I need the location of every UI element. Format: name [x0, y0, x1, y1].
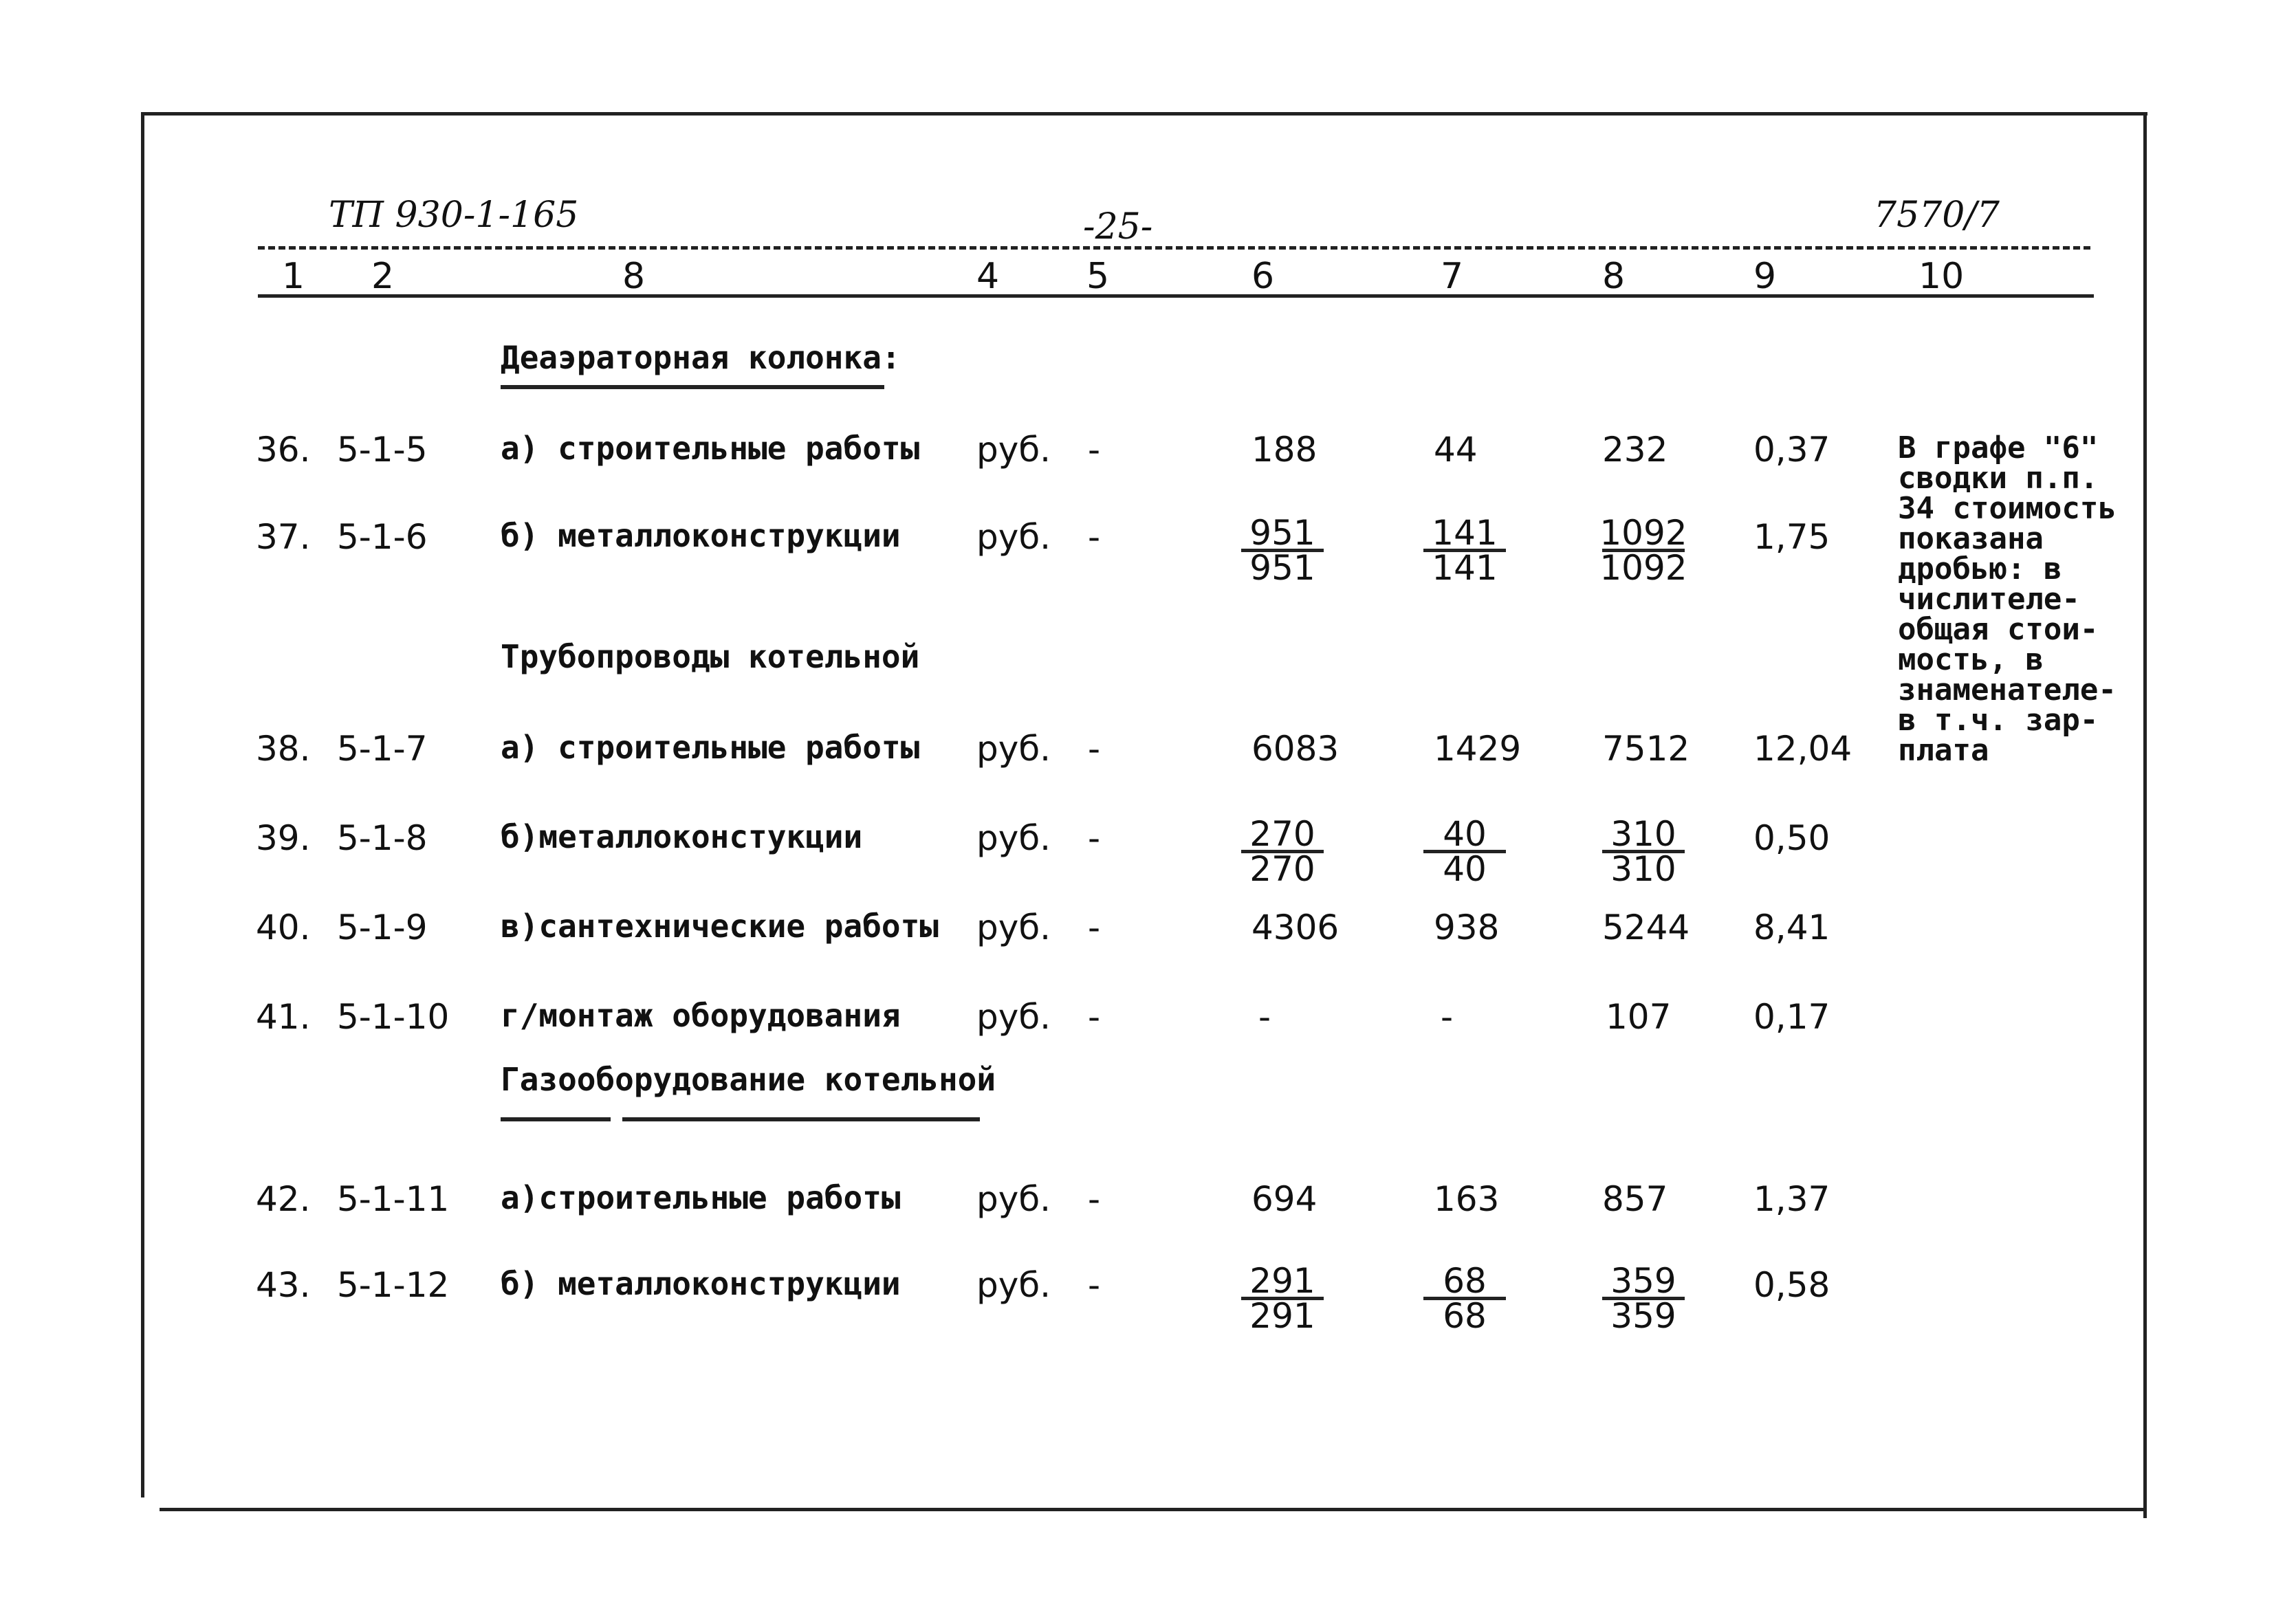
row-col9: 1,37 — [1753, 1179, 1830, 1219]
row-col7-fraction — [1396, 513, 1533, 588]
row-col5: - — [1088, 430, 1101, 470]
row-description: а)строительные работы — [501, 1179, 901, 1216]
row-code: 5-1-10 — [337, 997, 450, 1037]
row-col6-fraction — [1214, 1261, 1351, 1336]
row-unit: руб. — [976, 1179, 1051, 1219]
row-col7: - — [1441, 997, 1454, 1037]
note-line: в т.ч. зар- — [1898, 703, 2099, 738]
row-col9: 0,37 — [1753, 430, 1830, 470]
row-description: б) металлоконструкции — [501, 517, 901, 554]
row-number: 39. — [256, 818, 311, 858]
row-col5: - — [1088, 517, 1101, 557]
row-unit: руб. — [976, 997, 1051, 1037]
col-7-label: 7 — [1441, 256, 1464, 297]
fraction-numerator: 270 — [1249, 814, 1315, 854]
row-code: 5-1-6 — [337, 517, 428, 557]
col-4-label: 4 — [976, 256, 1000, 297]
fraction-denominator: 40 — [1443, 849, 1487, 889]
fraction-denominator: 68 — [1443, 1296, 1487, 1336]
row-unit: руб. — [976, 517, 1051, 557]
note-line: В графе "6" — [1898, 430, 2099, 465]
row-code: 5-1-7 — [337, 729, 428, 769]
row-description: г/монтаж оборудования — [501, 997, 901, 1034]
note-line: показана — [1898, 521, 2044, 556]
row-number: 36. — [256, 430, 311, 470]
row-description: а) строительные работы — [501, 430, 920, 467]
col-3-label: 8 — [622, 256, 646, 297]
row-col6: 694 — [1251, 1179, 1318, 1219]
row-code: 5-1-11 — [337, 1179, 450, 1219]
row-unit: руб. — [976, 908, 1051, 947]
row-col8: 5244 — [1602, 908, 1690, 947]
frame-right-border — [2143, 112, 2147, 1518]
row-unit: руб. — [976, 729, 1051, 769]
row-col6-fraction — [1214, 513, 1351, 588]
col-8-label: 8 — [1602, 256, 1626, 297]
row-number: 42. — [256, 1179, 311, 1219]
sheet-number: 7570/7 — [1874, 195, 2000, 236]
row-number: 43. — [256, 1265, 311, 1305]
frame-top-border — [141, 112, 2147, 116]
section-title: Трубопроводы котельной — [501, 638, 920, 675]
fraction-numerator: 1092 — [1599, 513, 1687, 553]
row-col9: 0,50 — [1753, 818, 1830, 858]
section-title: Деаэраторная колонка: — [501, 339, 901, 376]
section-underline — [501, 385, 884, 389]
row-code: 5-1-12 — [337, 1265, 450, 1305]
fraction-denominator: 951 — [1249, 548, 1315, 588]
row-col8: 232 — [1602, 430, 1668, 470]
row-col5: - — [1088, 997, 1101, 1037]
row-col7: 163 — [1434, 1179, 1500, 1219]
row-col5: - — [1088, 729, 1101, 769]
row-col7-fraction — [1396, 814, 1533, 889]
row-unit: руб. — [976, 1265, 1051, 1305]
row-col7: 44 — [1434, 430, 1478, 470]
row-col5: - — [1088, 908, 1101, 947]
row-col8: 107 — [1606, 997, 1672, 1037]
row-col5: - — [1088, 1179, 1101, 1219]
row-code: 5-1-8 — [337, 818, 428, 858]
row-description: а) строительные работы — [501, 729, 920, 766]
note-line: общая стои- — [1898, 612, 2099, 647]
note-line: числителе- — [1898, 582, 2080, 617]
row-col8: 857 — [1602, 1179, 1668, 1219]
row-col9: 1,75 — [1753, 517, 1830, 557]
fraction-denominator: 141 — [1432, 548, 1498, 588]
frame-left-border — [141, 112, 144, 1497]
fraction-denominator: 1092 — [1599, 548, 1687, 588]
row-col5: - — [1088, 818, 1101, 858]
section-title: Газооборудование котельной — [501, 1061, 996, 1098]
col-5-label: 5 — [1086, 256, 1110, 297]
row-col7: 938 — [1434, 908, 1500, 947]
fraction-numerator: 141 — [1432, 513, 1498, 553]
row-col9: 0,58 — [1753, 1265, 1830, 1305]
row-col7: 1429 — [1434, 729, 1522, 769]
frame-bottom-border — [160, 1508, 2147, 1511]
doc-code: ТП 930-1-165 — [329, 195, 579, 236]
row-number: 37. — [256, 517, 311, 557]
col-6-label: 6 — [1251, 256, 1275, 297]
row-col7-fraction — [1396, 1261, 1533, 1336]
fraction-denominator: 270 — [1249, 849, 1315, 889]
section-underline — [501, 1117, 611, 1121]
fraction-numerator: 310 — [1610, 814, 1676, 854]
fraction-denominator: 291 — [1249, 1296, 1315, 1336]
row-col8-fraction — [1575, 513, 1712, 588]
fraction-numerator: 359 — [1610, 1261, 1676, 1301]
note-line: дробью: в — [1898, 551, 2062, 586]
row-col5: - — [1088, 1265, 1101, 1305]
row-col6: 6083 — [1251, 729, 1340, 769]
row-code: 5-1-5 — [337, 430, 428, 470]
row-description: б)металлоконстукции — [501, 818, 863, 855]
col-1-label: 1 — [282, 256, 305, 297]
row-description: б) металлоконструкции — [501, 1265, 901, 1302]
fraction-numerator: 951 — [1249, 513, 1315, 553]
col-9-label: 9 — [1753, 256, 1777, 297]
header-solid-rule — [258, 294, 2094, 298]
row-col8-fraction — [1575, 814, 1712, 889]
section-underline — [622, 1117, 980, 1121]
page-number: -25- — [1083, 206, 1153, 248]
fraction-numerator: 40 — [1443, 814, 1487, 854]
note-line: плата — [1898, 733, 1989, 768]
row-col6: 188 — [1251, 430, 1318, 470]
row-number: 41. — [256, 997, 311, 1037]
col-2-label: 2 — [371, 256, 395, 297]
row-col9: 12,04 — [1753, 729, 1852, 769]
note-line: знаменателе- — [1898, 672, 2117, 707]
fraction-denominator: 359 — [1610, 1296, 1676, 1336]
note-line: сводки п.п. — [1898, 461, 2099, 496]
row-col6: - — [1258, 997, 1271, 1037]
row-col6: 4306 — [1251, 908, 1340, 947]
col-10-label: 10 — [1918, 256, 1965, 297]
row-description: в)сантехнические работы — [501, 908, 939, 945]
fraction-numerator: 68 — [1443, 1261, 1487, 1301]
row-col9: 8,41 — [1753, 908, 1830, 947]
row-unit: руб. — [976, 430, 1051, 470]
note-line: 34 стоимость — [1898, 491, 2117, 526]
row-col6-fraction — [1214, 814, 1351, 889]
note-line: мость, в — [1898, 642, 2044, 677]
row-col9: 0,17 — [1753, 997, 1830, 1037]
row-number: 38. — [256, 729, 311, 769]
row-code: 5-1-9 — [337, 908, 428, 947]
row-number: 40. — [256, 908, 311, 947]
header-dashed-rule — [258, 246, 2090, 250]
row-col8: 7512 — [1602, 729, 1690, 769]
row-col8-fraction — [1575, 1261, 1712, 1336]
fraction-denominator: 310 — [1610, 849, 1676, 889]
fraction-numerator: 291 — [1249, 1261, 1315, 1301]
row-unit: руб. — [976, 818, 1051, 858]
column-10-note — [1898, 430, 2132, 768]
